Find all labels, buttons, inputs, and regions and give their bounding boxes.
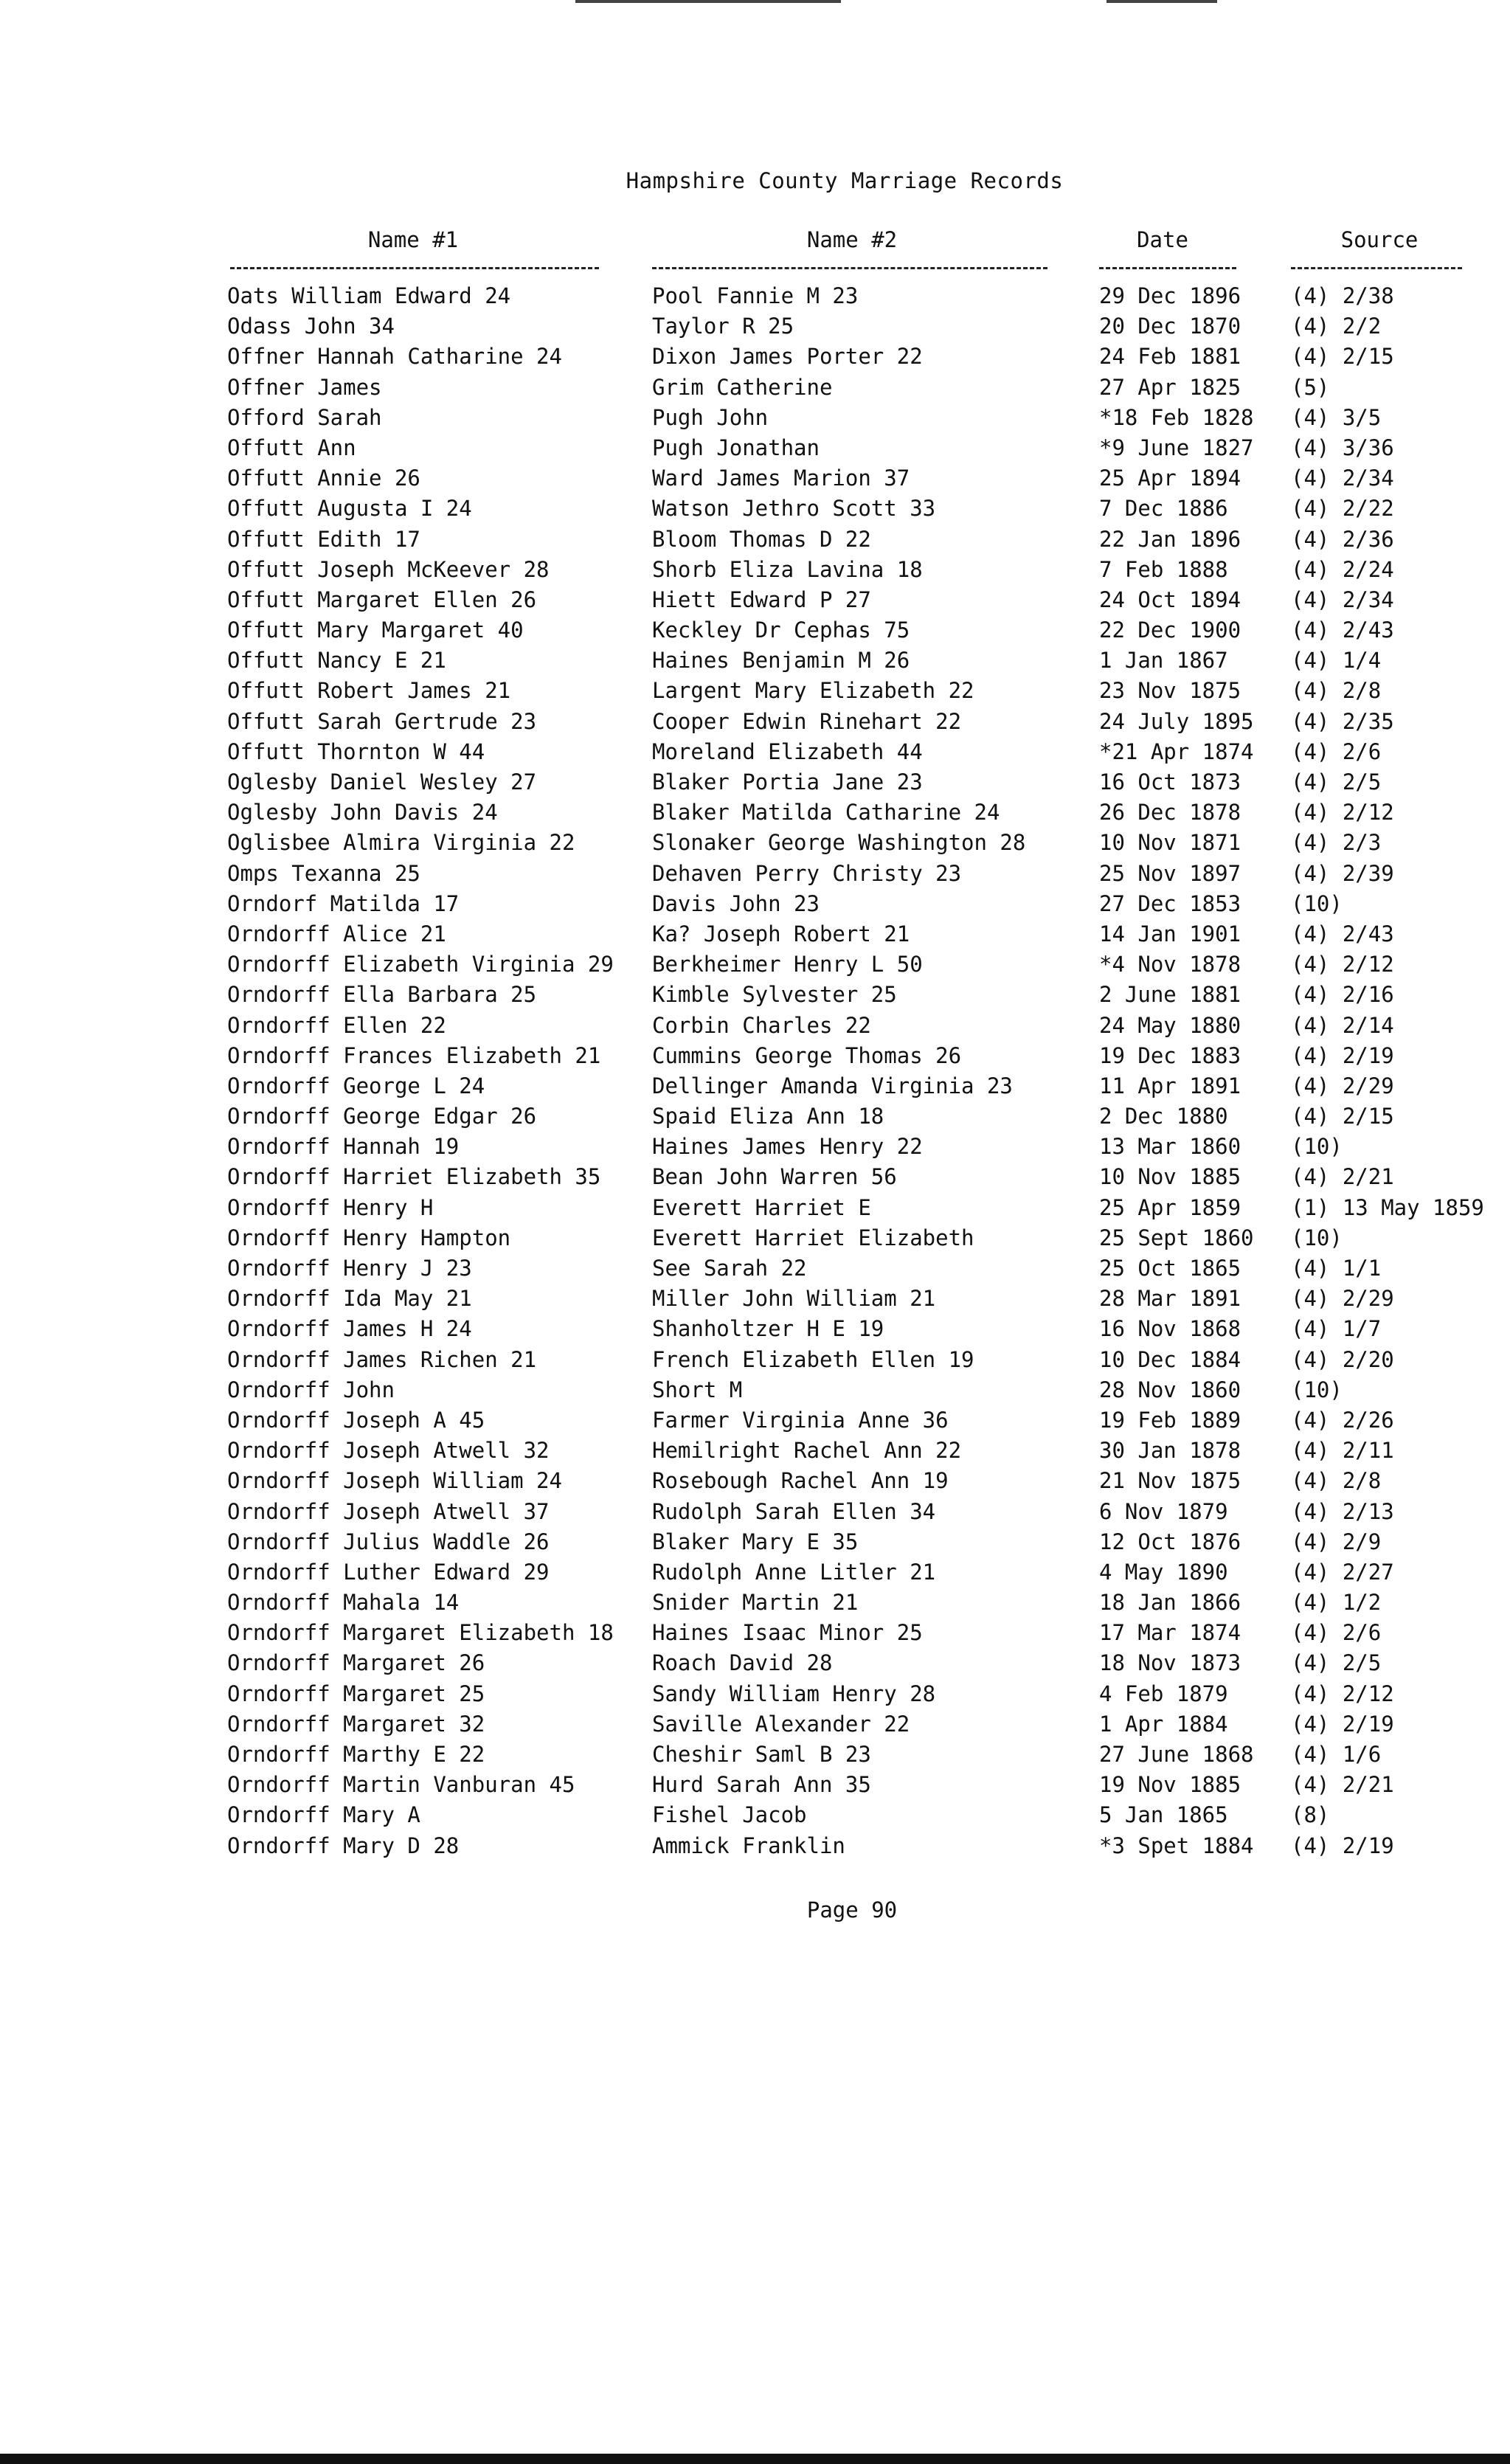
record-name2: Shorb Eliza Lavina 18 <box>652 556 923 582</box>
record-row <box>0 800 1510 830</box>
record-source: (10) <box>1291 1225 1343 1250</box>
record-name2: Haines Benjamin M 26 <box>652 648 910 674</box>
record-name2: Taylor R 25 <box>652 314 794 339</box>
record-date: 20 Dec 1870 <box>1099 314 1241 339</box>
record-source: (4) 2/2 <box>1291 314 1382 339</box>
record-date: 11 Apr 1891 <box>1099 1073 1241 1098</box>
record-name2: Cummins George Thomas 26 <box>652 1042 962 1068</box>
record-name2: Haines Isaac Minor 25 <box>652 1620 923 1646</box>
record-row <box>0 1195 1510 1225</box>
header-rule-name2 <box>652 267 1047 269</box>
record-source: (4) 2/34 <box>1291 586 1394 612</box>
record-name1: Orndorff Mahala 14 <box>227 1590 460 1616</box>
record-name1: Orndorff Henry Hampton <box>227 1225 511 1250</box>
column-header-date: Date <box>1137 227 1188 252</box>
record-row <box>0 769 1510 800</box>
record-row <box>0 1377 1510 1408</box>
record-name2: Blaker Mary E 35 <box>652 1529 859 1554</box>
record-name2: Dehaven Perry Christy 23 <box>652 860 962 886</box>
record-date: 7 Feb 1888 <box>1099 556 1228 582</box>
record-name1: Orndorff James Richen 21 <box>227 1346 537 1372</box>
record-row <box>0 405 1510 435</box>
record-name2: Hurd Sarah Ann 35 <box>652 1772 871 1798</box>
record-row <box>0 1164 1510 1194</box>
record-source: (4) 2/15 <box>1291 1104 1394 1129</box>
record-name1: Orndorff Luther Edward 29 <box>227 1559 550 1585</box>
record-row <box>0 466 1510 496</box>
record-source: (4) 2/16 <box>1291 982 1394 1008</box>
record-row <box>0 1742 1510 1772</box>
header-rule-name1 <box>230 267 599 269</box>
column-header-name1: Name #1 <box>367 227 459 252</box>
record-row <box>0 648 1510 678</box>
record-date: 13 Mar 1860 <box>1099 1134 1241 1160</box>
record-name1: Oglesby Daniel Wesley 27 <box>227 769 537 795</box>
record-date: 19 Feb 1889 <box>1099 1407 1241 1433</box>
record-source: (4) 1/4 <box>1291 648 1382 674</box>
record-source: (4) 3/5 <box>1291 404 1382 430</box>
record-name2: Cooper Edwin Rinehart 22 <box>652 708 962 734</box>
record-date: 18 Nov 1873 <box>1099 1650 1241 1676</box>
record-date: 28 Nov 1860 <box>1099 1377 1241 1402</box>
record-name1: Orndorff Mary A <box>227 1802 420 1828</box>
record-row <box>0 1499 1510 1529</box>
record-name1: Offutt Margaret Ellen 26 <box>227 586 537 612</box>
record-name2: Rudolph Sarah Ellen 34 <box>652 1498 936 1524</box>
record-row <box>0 1529 1510 1560</box>
record-name1: Oglisbee Almira Virginia 22 <box>227 830 575 856</box>
record-name1: Offutt Augusta I 24 <box>227 496 472 522</box>
record-source: (10) <box>1291 1377 1343 1402</box>
record-date: 23 Nov 1875 <box>1099 678 1241 704</box>
record-row <box>0 1225 1510 1256</box>
record-date: 16 Nov 1868 <box>1099 1316 1241 1342</box>
record-row <box>0 1681 1510 1712</box>
record-name1: Oats William Edward 24 <box>227 283 511 308</box>
record-row <box>0 283 1510 314</box>
record-date: 22 Jan 1896 <box>1099 526 1241 552</box>
record-source: (4) 1/1 <box>1291 1256 1382 1281</box>
record-source: (4) 2/36 <box>1291 526 1394 552</box>
record-date: 18 Jan 1866 <box>1099 1590 1241 1616</box>
record-date: *21 Apr 1874 <box>1099 738 1254 764</box>
record-date: 26 Dec 1878 <box>1099 800 1241 826</box>
record-source: (4) 2/24 <box>1291 556 1394 582</box>
record-source: (4) 2/8 <box>1291 678 1382 704</box>
page-number: Page 90 <box>806 1897 898 1923</box>
record-name2: Dixon James Porter 22 <box>652 344 923 370</box>
record-source: (4) 2/43 <box>1291 921 1394 947</box>
record-name1: Orndorff John <box>227 1377 395 1402</box>
record-name2: Grim Catherine <box>652 374 833 400</box>
record-source: (4) 2/19 <box>1291 1042 1394 1068</box>
record-row <box>0 921 1510 952</box>
record-name1: Offutt Mary Margaret 40 <box>227 617 524 643</box>
record-date: 6 Nov 1879 <box>1099 1498 1228 1524</box>
record-name2: Hiett Edward P 27 <box>652 586 871 612</box>
record-name1: Offner James <box>227 374 382 400</box>
record-name2: Pugh Jonathan <box>652 435 820 460</box>
record-name2: See Sarah 22 <box>652 1256 807 1281</box>
record-name2: Short M <box>652 1377 743 1402</box>
record-date: 2 Dec 1880 <box>1099 1104 1228 1129</box>
page-title: Hampshire County Marriage Records <box>626 168 1064 193</box>
record-name2: Miller John William 21 <box>652 1286 936 1312</box>
record-name1: Orndorff Henry J 23 <box>227 1256 472 1281</box>
record-name2: Spaid Eliza Ann 18 <box>652 1104 884 1129</box>
record-date: 2 June 1881 <box>1099 982 1241 1008</box>
record-name1: Offutt Edith 17 <box>227 526 420 552</box>
record-name1: Orndorff Joseph Atwell 37 <box>227 1498 550 1524</box>
record-name1: Orndorff Ida May 21 <box>227 1286 472 1312</box>
record-name2: Farmer Virginia Anne 36 <box>652 1407 949 1433</box>
record-name2: Haines James Henry 22 <box>652 1134 923 1160</box>
record-name2: Blaker Matilda Catharine 24 <box>652 800 1000 826</box>
record-name2: Slonaker George Washington 28 <box>652 830 1026 856</box>
record-name1: Orndorff Joseph Atwell 32 <box>227 1438 550 1464</box>
record-row <box>0 739 1510 769</box>
record-source: (4) 2/8 <box>1291 1468 1382 1494</box>
record-row <box>0 1620 1510 1650</box>
record-source: (4) 2/5 <box>1291 1650 1382 1676</box>
record-date: *4 Nov 1878 <box>1099 952 1241 977</box>
record-source: (4) 2/19 <box>1291 1711 1394 1737</box>
record-source: (5) <box>1291 374 1330 400</box>
record-row <box>0 709 1510 739</box>
record-name1: Orndorff Henry H <box>227 1194 434 1220</box>
record-source: (4) 2/15 <box>1291 344 1394 370</box>
record-name1: Offutt Annie 26 <box>227 466 420 491</box>
record-row <box>0 830 1510 860</box>
record-row <box>0 1073 1510 1104</box>
record-date: 14 Jan 1901 <box>1099 921 1241 947</box>
record-date: 4 May 1890 <box>1099 1559 1228 1585</box>
record-row <box>0 1438 1510 1468</box>
record-source: (4) 2/14 <box>1291 1012 1394 1038</box>
record-name1: Orndorff Joseph William 24 <box>227 1468 562 1494</box>
record-source: (4) 2/12 <box>1291 952 1394 977</box>
record-source: (4) 2/6 <box>1291 1620 1382 1646</box>
record-row <box>0 587 1510 617</box>
record-name2: Dellinger Amanda Virginia 23 <box>652 1073 1013 1098</box>
record-name1: Orndorff Joseph A 45 <box>227 1407 485 1433</box>
record-row <box>0 1347 1510 1377</box>
scan-bottom-bar <box>0 2454 1510 2464</box>
record-name2: Ammick Franklin <box>652 1833 845 1858</box>
record-row <box>0 314 1510 344</box>
record-row <box>0 1833 1510 1863</box>
record-row <box>0 375 1510 405</box>
record-date: 27 Dec 1853 <box>1099 890 1241 916</box>
record-source: (4) 2/29 <box>1291 1073 1394 1098</box>
record-date: 30 Jan 1878 <box>1099 1438 1241 1464</box>
record-name1: Offutt Nancy E 21 <box>227 648 446 674</box>
record-source: (4) 2/11 <box>1291 1438 1394 1464</box>
record-row <box>0 678 1510 708</box>
record-date: 24 Feb 1881 <box>1099 344 1241 370</box>
record-name1: Orndorff Frances Elizabeth 21 <box>227 1042 601 1068</box>
column-header-name2: Name #2 <box>806 227 898 252</box>
record-date: 21 Nov 1875 <box>1099 1468 1241 1494</box>
record-row <box>0 1650 1510 1681</box>
record-name2: Rosebough Rachel Ann 19 <box>652 1468 949 1494</box>
record-source: (4) 2/6 <box>1291 738 1382 764</box>
record-name1: Orndorff Margaret 25 <box>227 1681 485 1706</box>
record-row <box>0 1712 1510 1742</box>
record-source: (4) 1/7 <box>1291 1316 1382 1342</box>
record-name1: Offutt Ann <box>227 435 356 460</box>
record-name2: Saville Alexander 22 <box>652 1711 910 1737</box>
record-date: 5 Jan 1865 <box>1099 1802 1228 1828</box>
record-name1: Orndorff Mary D 28 <box>227 1833 460 1858</box>
record-source: (4) 2/35 <box>1291 708 1394 734</box>
record-source: (4) 2/34 <box>1291 466 1394 491</box>
record-row <box>0 1802 1510 1833</box>
record-name1: Orndorff Alice 21 <box>227 921 446 947</box>
record-source: (4) 2/29 <box>1291 1286 1394 1312</box>
record-name2: Hemilright Rachel Ann 22 <box>652 1438 962 1464</box>
column-header-source: Source <box>1340 227 1419 252</box>
record-source: (4) 2/12 <box>1291 800 1394 826</box>
record-date: 1 Apr 1884 <box>1099 1711 1228 1737</box>
record-row <box>0 496 1510 526</box>
record-name2: Sandy William Henry 28 <box>652 1681 936 1706</box>
record-name1: Orndorff Martin Vanburan 45 <box>227 1772 575 1798</box>
record-name2: Corbin Charles 22 <box>652 1012 871 1038</box>
record-name2: Davis John 23 <box>652 890 820 916</box>
record-name1: Oglesby John Davis 24 <box>227 800 498 826</box>
record-row <box>0 527 1510 557</box>
record-date: *3 Spet 1884 <box>1099 1833 1254 1858</box>
record-source: (4) 2/27 <box>1291 1559 1394 1585</box>
record-date: 25 Apr 1894 <box>1099 466 1241 491</box>
record-source: (4) 2/20 <box>1291 1346 1394 1372</box>
record-date: 19 Nov 1885 <box>1099 1772 1241 1798</box>
record-source: (4) 2/3 <box>1291 830 1382 856</box>
record-source: (4) 2/19 <box>1291 1833 1394 1858</box>
record-row <box>0 982 1510 1012</box>
header-rule-source <box>1291 267 1462 269</box>
record-row <box>0 1134 1510 1164</box>
record-name1: Orndorff Margaret 26 <box>227 1650 485 1676</box>
record-name2: Berkheimer Henry L 50 <box>652 952 923 977</box>
record-name2: French Elizabeth Ellen 19 <box>652 1346 974 1372</box>
record-name1: Omps Texanna 25 <box>227 860 420 886</box>
record-name2: Everett Harriet Elizabeth <box>652 1225 974 1250</box>
record-source: (10) <box>1291 890 1343 916</box>
record-date: 22 Dec 1900 <box>1099 617 1241 643</box>
record-name2: Watson Jethro Scott 33 <box>652 496 936 522</box>
record-name1: Orndorff Elizabeth Virginia 29 <box>227 952 614 977</box>
record-row <box>0 1286 1510 1316</box>
record-source: (10) <box>1291 1134 1343 1160</box>
record-row <box>0 1316 1510 1346</box>
record-name2: Blaker Portia Jane 23 <box>652 769 923 795</box>
record-date: 25 Oct 1865 <box>1099 1256 1241 1281</box>
record-name1: Offutt Robert James 21 <box>227 678 511 704</box>
record-name2: Snider Martin 21 <box>652 1590 859 1616</box>
record-name2: Kimble Sylvester 25 <box>652 982 897 1008</box>
record-row <box>0 617 1510 648</box>
record-source: (4) 2/38 <box>1291 283 1394 308</box>
record-date: 10 Dec 1884 <box>1099 1346 1241 1372</box>
record-name1: Offutt Sarah Gertrude 23 <box>227 708 537 734</box>
record-name1: Orndorf Matilda 17 <box>227 890 460 916</box>
record-name1: Orndorff George L 24 <box>227 1073 485 1098</box>
record-name2: Bloom Thomas D 22 <box>652 526 871 552</box>
record-row <box>0 1104 1510 1134</box>
record-name1: Orndorff Julius Waddle 26 <box>227 1529 550 1554</box>
record-name2: Cheshir Saml B 23 <box>652 1742 871 1767</box>
record-name1: Orndorff Margaret 32 <box>227 1711 485 1737</box>
record-source: (4) 2/22 <box>1291 496 1394 522</box>
record-source: (4) 2/43 <box>1291 617 1394 643</box>
record-name1: Orndorff James H 24 <box>227 1316 472 1342</box>
record-row <box>0 344 1510 374</box>
record-source: (4) 2/21 <box>1291 1772 1394 1798</box>
header-rule-date <box>1099 267 1236 269</box>
record-source: (4) 1/2 <box>1291 1590 1382 1616</box>
record-date: *18 Feb 1828 <box>1099 404 1254 430</box>
record-name2: Largent Mary Elizabeth 22 <box>652 678 974 704</box>
record-source: (4) 2/13 <box>1291 1498 1394 1524</box>
record-date: 27 June 1868 <box>1099 1742 1254 1767</box>
record-name2: Fishel Jacob <box>652 1802 807 1828</box>
record-date: 25 Apr 1859 <box>1099 1194 1241 1220</box>
record-date: 28 Mar 1891 <box>1099 1286 1241 1312</box>
record-row <box>0 1560 1510 1590</box>
record-date: 16 Oct 1873 <box>1099 769 1241 795</box>
record-date: 24 Oct 1894 <box>1099 586 1241 612</box>
record-row <box>0 861 1510 891</box>
record-name2: Ward James Marion 37 <box>652 466 910 491</box>
record-date: 25 Nov 1897 <box>1099 860 1241 886</box>
record-date: 24 July 1895 <box>1099 708 1254 734</box>
record-name1: Orndorff Marthy E 22 <box>227 1742 485 1767</box>
record-date: 29 Dec 1896 <box>1099 283 1241 308</box>
record-name2: Pugh John <box>652 404 769 430</box>
record-row <box>0 1043 1510 1073</box>
record-source: (1) 13 May 1859 <box>1291 1194 1484 1220</box>
record-name2: Keckley Dr Cephas 75 <box>652 617 910 643</box>
record-date: 17 Mar 1874 <box>1099 1620 1241 1646</box>
record-row <box>0 1772 1510 1802</box>
record-name1: Orndorff Margaret Elizabeth 18 <box>227 1620 614 1646</box>
record-name2: Rudolph Anne Litler 21 <box>652 1559 936 1585</box>
record-row <box>0 1013 1510 1043</box>
record-row <box>0 1408 1510 1438</box>
record-date: *9 June 1827 <box>1099 435 1254 460</box>
record-row <box>0 952 1510 982</box>
record-row <box>0 435 1510 466</box>
record-date: 10 Nov 1871 <box>1099 830 1241 856</box>
record-row <box>0 891 1510 921</box>
record-date: 1 Jan 1867 <box>1099 648 1228 674</box>
record-name1: Offutt Thornton W 44 <box>227 738 485 764</box>
record-row <box>0 1468 1510 1498</box>
record-name1: Orndorff George Edgar 26 <box>227 1104 537 1129</box>
record-name2: Moreland Elizabeth 44 <box>652 738 923 764</box>
record-name1: Orndorff Harriet Elizabeth 35 <box>227 1164 601 1190</box>
record-date: 7 Dec 1886 <box>1099 496 1228 522</box>
record-name1: Orndorff Ella Barbara 25 <box>227 982 537 1008</box>
record-name1: Orndorff Ellen 22 <box>227 1012 446 1038</box>
scan-edge-mark <box>1106 0 1217 3</box>
record-source: (4) 2/26 <box>1291 1407 1394 1433</box>
record-date: 12 Oct 1876 <box>1099 1529 1241 1554</box>
record-source: (4) 3/36 <box>1291 435 1394 460</box>
record-name2: Bean John Warren 56 <box>652 1164 897 1190</box>
record-row <box>0 1590 1510 1620</box>
record-source: (4) 2/12 <box>1291 1681 1394 1706</box>
record-date: 4 Feb 1879 <box>1099 1681 1228 1706</box>
record-source: (4) 2/39 <box>1291 860 1394 886</box>
record-name1: Offutt Joseph McKeever 28 <box>227 556 550 582</box>
record-date: 27 Apr 1825 <box>1099 374 1241 400</box>
record-source: (8) <box>1291 1802 1330 1828</box>
record-name2: Shanholtzer H E 19 <box>652 1316 884 1342</box>
record-source: (4) 2/9 <box>1291 1529 1382 1554</box>
record-source: (4) 1/6 <box>1291 1742 1382 1767</box>
record-name2: Pool Fannie M 23 <box>652 283 859 308</box>
scan-edge-mark <box>575 0 841 3</box>
record-date: 25 Sept 1860 <box>1099 1225 1254 1250</box>
record-name1: Odass John 34 <box>227 314 395 339</box>
record-date: 24 May 1880 <box>1099 1012 1241 1038</box>
record-name2: Roach David 28 <box>652 1650 833 1676</box>
record-name1: Offord Sarah <box>227 404 382 430</box>
record-source: (4) 2/5 <box>1291 769 1382 795</box>
record-date: 19 Dec 1883 <box>1099 1042 1241 1068</box>
record-name2: Ka? Joseph Robert 21 <box>652 921 910 947</box>
record-name2: Everett Harriet E <box>652 1194 871 1220</box>
records-table <box>0 283 1510 1863</box>
record-name1: Offner Hannah Catharine 24 <box>227 344 562 370</box>
record-row <box>0 1256 1510 1286</box>
record-name1: Orndorff Hannah 19 <box>227 1134 460 1160</box>
record-date: 10 Nov 1885 <box>1099 1164 1241 1190</box>
record-source: (4) 2/21 <box>1291 1164 1394 1190</box>
record-row <box>0 557 1510 587</box>
